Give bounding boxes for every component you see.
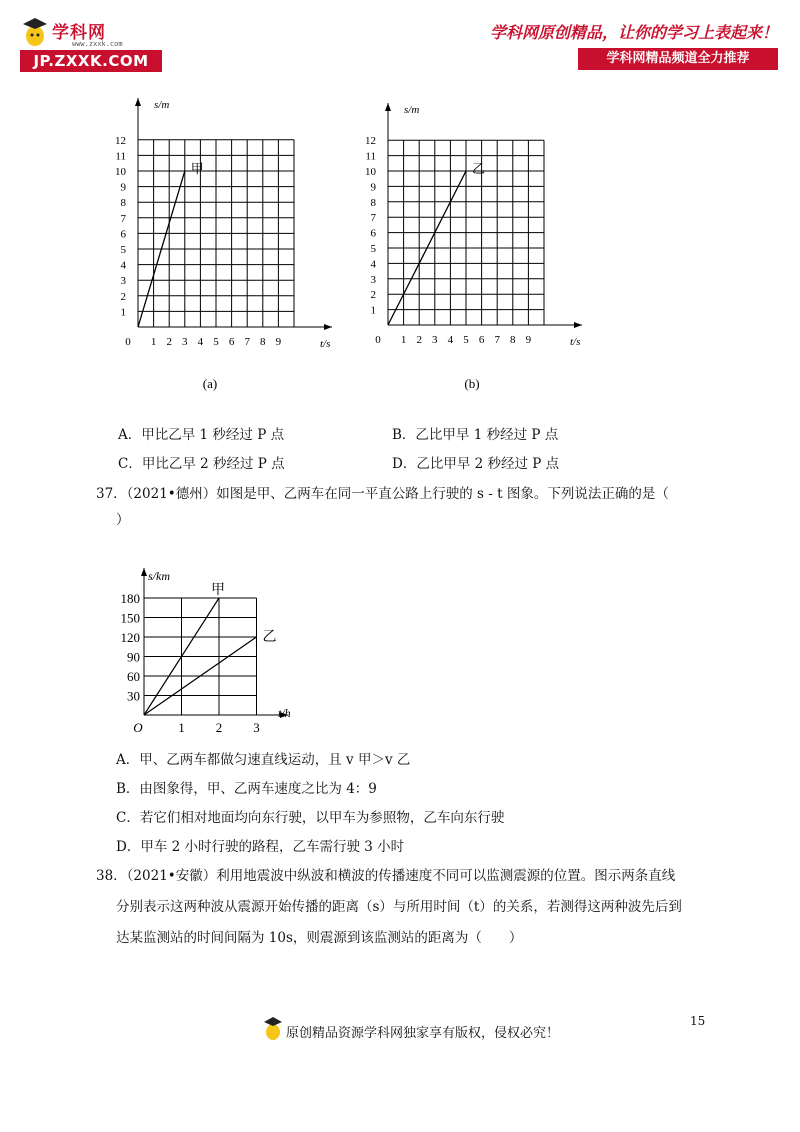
x-tick-label: 7 <box>244 336 250 348</box>
y-tick-label: 5 <box>370 243 376 255</box>
y-tick-label: 4 <box>370 258 376 271</box>
x-tick-label: 8 <box>260 336 266 348</box>
logo-domain: JP.ZXXK.COM <box>20 50 162 72</box>
y-tick-label: 150 <box>120 610 140 626</box>
footer-mascot-icon <box>262 1016 284 1042</box>
x-tick-label: 2 <box>416 334 422 346</box>
y-tick-label: 12 <box>365 135 376 148</box>
series-label: 甲 <box>190 161 204 176</box>
page-number: 15 <box>690 1014 706 1028</box>
y-axis-label: s/km <box>148 569 170 583</box>
q36-option-a: A．甲比乙早 1 秒经过 P 点 <box>118 427 285 443</box>
y-tick-label: 11 <box>115 150 126 163</box>
q36-option-d: D．乙比甲早 2 秒经过 P 点 <box>392 456 560 472</box>
origin-label: 0 <box>125 336 131 348</box>
y-tick-label: 6 <box>120 228 126 241</box>
x-tick-label: 3 <box>432 334 438 346</box>
x-tick-label: 2 <box>166 336 172 348</box>
figure-b <box>360 95 610 400</box>
y-tick-label: 120 <box>120 630 140 645</box>
y-tick-label: 9 <box>370 181 376 194</box>
x-axis-label: t/s <box>570 336 581 348</box>
series-label-jia: 甲 <box>211 583 225 598</box>
y-tick-label: 60 <box>127 669 140 684</box>
q38-line1: 38．（2021•安徽）利用地震波中纵波和横波的传播速度不同可以监测震源的位置。图示两条直线 <box>96 868 676 884</box>
y-tick-label: 3 <box>370 273 376 286</box>
y-tick-label: 9 <box>120 181 126 194</box>
y-tick-label: 7 <box>370 212 376 225</box>
y-tick-label: 4 <box>120 259 126 272</box>
x-tick-label: 6 <box>478 334 485 346</box>
q37-option-d: D．甲车 2 小时行驶的路程，乙车需行驶 3 小时 <box>116 839 405 855</box>
y-tick-label: 12 <box>115 134 126 147</box>
graduate-mascot-icon <box>20 16 50 48</box>
x-axis-arrow <box>324 324 332 330</box>
x-tick-label: 8 <box>510 334 516 346</box>
series-label-yi: 乙 <box>262 630 277 645</box>
x-axis-label: t/h <box>278 706 291 720</box>
q37-option-b: B．由图象得，甲、乙两车速度之比为 4：9 <box>116 781 377 797</box>
x-tick-label: 7 <box>494 334 500 346</box>
y-tick-label: 30 <box>127 688 140 704</box>
figure-caption: (a) <box>202 376 218 391</box>
x-tick-label: 1 <box>150 336 157 348</box>
x-tick-label: 1 <box>400 334 407 346</box>
y-tick-label: 8 <box>370 196 376 209</box>
y-tick-label: 1 <box>120 306 126 319</box>
y-tick-label: 5 <box>120 244 126 256</box>
y-tick-label: 2 <box>120 290 126 303</box>
logo-sub: www.zxxk.com <box>72 40 123 48</box>
x-tick-label: 9 <box>525 334 532 346</box>
y-tick-label: 8 <box>120 197 126 210</box>
y-tick-label: 2 <box>370 289 376 302</box>
y-tick-label: 11 <box>365 150 376 163</box>
y-axis-label: s/m <box>154 99 170 111</box>
y-tick-label: 10 <box>365 166 376 178</box>
x-tick-label: 5 <box>213 336 219 348</box>
q36-option-c: C．甲比乙早 2 秒经过 P 点 <box>118 456 285 472</box>
y-tick-label: 180 <box>120 591 140 606</box>
zxxk-logo <box>20 16 160 76</box>
x-tick-label: 4 <box>197 336 204 348</box>
q38-line3: 达某监测站的时间间隔为 10s，则震源到该监测站的距离为（ ） <box>116 930 523 946</box>
y-axis-arrow <box>135 98 141 106</box>
y-axis-arrow <box>385 103 391 111</box>
x-tick-label: 9 <box>275 336 282 348</box>
x-axis-arrow <box>574 322 582 328</box>
x-tick-label: 5 <box>463 334 469 346</box>
x-tick-label: 1 <box>178 720 185 735</box>
origin-label: O <box>133 720 143 735</box>
series-label: 乙 <box>472 161 486 176</box>
y-tick-label: 6 <box>370 227 376 240</box>
figure-caption: (b) <box>464 376 480 391</box>
x-tick-label: 3 <box>253 720 260 735</box>
q37-stem-line1: 37．（2021•德州）如图是甲、乙两车在同一平直公路上行驶的 s - t 图象。下列说法正确的是（ <box>96 486 669 502</box>
y-axis-arrow <box>141 568 147 576</box>
x-axis-label: t/s <box>320 338 331 350</box>
header-slogan: 学科网原创精品，让你的学习上表起来！ <box>489 23 778 42</box>
figure-q37 <box>110 560 310 735</box>
x-tick-label: 4 <box>447 334 454 346</box>
x-tick-label: 2 <box>215 720 223 735</box>
q38-line2: 分别表示这两种波从震源开始传播的距离（s）与所用时间（t）的关系，若测得这两种波先后到 <box>116 899 682 915</box>
y-tick-label: 7 <box>120 212 126 225</box>
y-tick-label: 3 <box>120 275 126 288</box>
figure-a <box>110 90 360 400</box>
footer-copyright: 原创精品资源学科网独家享有版权，侵权必究！ <box>286 1026 560 1041</box>
y-tick-label: 10 <box>115 166 126 178</box>
recommend-banner: 学科网精品频道全力推荐 <box>578 48 778 70</box>
q37-option-c: C．若它们相对地面均向东行驶，以甲车为参照物，乙车向东行驶 <box>116 810 505 826</box>
y-tick-label: 90 <box>127 649 140 665</box>
x-tick-label: 3 <box>182 336 188 348</box>
q37-option-a: A．甲、乙两车都做匀速直线运动，且 v 甲＞v 乙 <box>116 752 411 768</box>
y-tick-label: 1 <box>370 304 376 317</box>
logo-name: 学科网 <box>52 23 106 43</box>
x-tick-label: 6 <box>228 336 235 348</box>
q36-option-b: B．乙比甲早 1 秒经过 P 点 <box>392 427 559 443</box>
y-axis-label: s/m <box>404 104 420 116</box>
origin-label: 0 <box>375 334 381 346</box>
q37-stem-line2: ） <box>116 512 130 528</box>
